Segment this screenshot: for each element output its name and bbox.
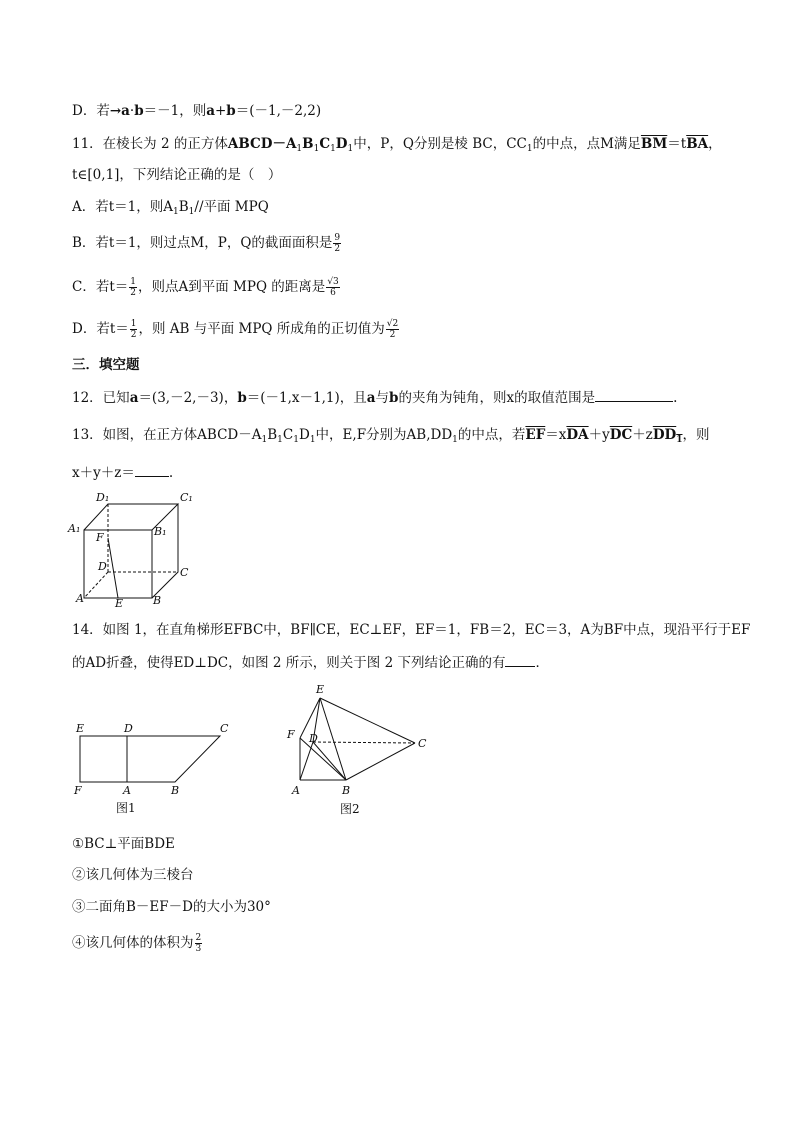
subscript: 1 bbox=[676, 435, 683, 445]
segment-ef bbox=[108, 538, 118, 598]
vector-a: a bbox=[206, 103, 215, 119]
subscript: 1 bbox=[261, 435, 268, 445]
subscript: 1 bbox=[452, 435, 458, 445]
subscript: 1 bbox=[330, 144, 336, 154]
vector-ef: $\overline{EF}$ bbox=[525, 427, 546, 443]
label-c1: C₁ bbox=[180, 491, 193, 504]
q11-option-a bbox=[72, 197, 269, 222]
folded-solid-figure bbox=[280, 680, 440, 820]
option-text: ，则点A到平面 MPQ 的距离是 bbox=[138, 279, 326, 295]
statement-text: ④该几何体的体积为 bbox=[72, 935, 194, 951]
fraction bbox=[326, 277, 339, 298]
numerator: √3 bbox=[327, 277, 339, 287]
vector-b: b bbox=[226, 103, 236, 119]
subscript: 1 bbox=[188, 207, 195, 217]
label-d: D bbox=[98, 560, 107, 573]
q13-text: B bbox=[267, 427, 278, 443]
hidden-edge-dc bbox=[313, 742, 415, 743]
option-text: C．若t＝ bbox=[72, 279, 129, 295]
label-b: B bbox=[171, 784, 180, 797]
figure1-caption: 图1 bbox=[116, 801, 136, 815]
fraction bbox=[130, 319, 138, 340]
answer-blank[interactable] bbox=[135, 464, 169, 477]
label-c: C bbox=[418, 737, 427, 750]
option-text: A．若t＝1，则A bbox=[72, 199, 174, 215]
edge-db bbox=[313, 742, 346, 780]
cube-name: ABCD－A bbox=[227, 136, 297, 152]
equation-text: ＝(－1,－2,2) bbox=[235, 103, 322, 119]
q10-option-d bbox=[72, 101, 321, 121]
answer-blank[interactable] bbox=[505, 654, 535, 667]
q13-text: x＋y＋z＝ bbox=[72, 465, 135, 481]
q14-statement-1: ①BC⊥平面BDE bbox=[72, 836, 175, 852]
fraction bbox=[386, 319, 399, 340]
q13-text: 13．如图，在正方体ABCD－A bbox=[72, 427, 262, 443]
q13-text: 中，E,F分别为AB,DD bbox=[315, 427, 453, 443]
fraction bbox=[129, 277, 137, 298]
q11-text: P，Q分别是棱 BC，CC bbox=[380, 136, 527, 152]
q11-stem-line2: t∈[0,1]，下列结论正确的是（ ） bbox=[72, 167, 282, 183]
q13-text: ＋y bbox=[588, 427, 610, 443]
q13-text: C bbox=[282, 427, 294, 443]
denominator: 6 bbox=[330, 288, 336, 298]
fraction bbox=[195, 933, 203, 954]
q11-text: ＝t bbox=[667, 136, 687, 152]
label-a: A bbox=[123, 784, 131, 797]
cube-name: D bbox=[335, 136, 348, 152]
denominator: 2 bbox=[130, 288, 136, 298]
option-text: B bbox=[178, 199, 189, 215]
subscript: 1 bbox=[296, 144, 303, 154]
q14-statement-2: ②该几何体为三棱台 bbox=[72, 867, 194, 883]
cube-name: C bbox=[319, 136, 331, 152]
cube-figure bbox=[66, 490, 196, 610]
option-text: B．若t＝1，则过点M，P，Q的截面面积是 bbox=[72, 235, 333, 251]
section-heading: 三．填空题 bbox=[72, 357, 140, 373]
q11-text: 11．在棱长为 2 的正方体 bbox=[72, 136, 228, 152]
subscript: 1 bbox=[313, 144, 320, 154]
denominator: 3 bbox=[195, 944, 202, 954]
q12-text: ＝(3,－2,－3)， bbox=[138, 390, 238, 406]
vector-b: b bbox=[237, 390, 247, 406]
vector-b: b bbox=[389, 390, 399, 406]
vector-da: $\overline{DA}$ bbox=[566, 427, 589, 443]
label-d: D bbox=[309, 732, 318, 745]
edge-da bbox=[300, 742, 313, 780]
numerator: √2 bbox=[386, 319, 399, 329]
label-e: E bbox=[115, 597, 124, 610]
option-label: D．若 bbox=[72, 103, 110, 119]
q14-line1: 14．如图 1，在直角梯形EFBC中，BF∥CE，EC⊥EF，EF＝1，FB＝2，EC＝3，A为BF中点，现沿平行于EF bbox=[72, 622, 751, 638]
vector-dd-text: DD bbox=[652, 427, 677, 443]
vector-arrow: → bbox=[109, 103, 122, 119]
cube-hidden-edge-da bbox=[84, 572, 108, 598]
vector-dc: $\overline{DC}$ bbox=[609, 427, 633, 443]
plus-symbol: + bbox=[214, 103, 227, 119]
cube-right-edges bbox=[152, 504, 178, 598]
option-text: ，则 AB 与平面 MPQ 所成角的正切值为 bbox=[138, 321, 385, 337]
fraction bbox=[333, 233, 341, 254]
q14-statement-4 bbox=[72, 933, 203, 954]
label-f: F bbox=[287, 728, 295, 741]
option-text: //平面 MPQ bbox=[194, 199, 269, 215]
q14-statement-3: ③二面角B－EF－D的大小为30° bbox=[72, 899, 271, 915]
label-b: B bbox=[342, 784, 351, 797]
vector-a: a bbox=[366, 390, 376, 406]
q11-option-c bbox=[72, 277, 341, 298]
q14-text: 的AD折叠，使得ED⊥DC，如图 2 所示，则关于图 2 下列结论正确的有 bbox=[72, 655, 506, 671]
q13-text: D bbox=[298, 427, 310, 443]
q14-text: ． bbox=[535, 655, 549, 671]
equation-text: ＝－1，则 bbox=[143, 103, 207, 119]
q12-text: 的夹角为钝角，则x的取值范围是 bbox=[398, 390, 596, 406]
label-f: F bbox=[96, 531, 104, 544]
denominator: 2 bbox=[130, 330, 137, 340]
label-a: A bbox=[76, 592, 84, 605]
label-b: B bbox=[153, 594, 162, 607]
label-a: A bbox=[292, 784, 300, 797]
q11-stem-line1 bbox=[72, 134, 722, 159]
vector-bm: $\overline{BM}$ bbox=[640, 136, 668, 152]
q12-text: ＝(－1,x－1,1)，且 bbox=[246, 390, 367, 406]
vector-b: b bbox=[134, 103, 144, 119]
numerator: 1 bbox=[130, 319, 137, 329]
denominator: 2 bbox=[334, 244, 341, 254]
numerator: 2 bbox=[195, 933, 202, 943]
vector-a: a bbox=[121, 103, 130, 119]
numerator: 1 bbox=[130, 277, 136, 287]
cube-name: B bbox=[302, 136, 314, 152]
subscript: 1 bbox=[293, 435, 299, 445]
q13-line2 bbox=[72, 463, 173, 483]
edge-ec bbox=[320, 698, 415, 743]
vector-dd1 bbox=[653, 427, 683, 443]
label-d: D bbox=[124, 722, 133, 735]
q13-text: . bbox=[168, 465, 174, 481]
label-c: C bbox=[180, 566, 189, 579]
subscript: 1 bbox=[173, 207, 179, 217]
subscript: 1 bbox=[526, 144, 533, 154]
vector-a: a bbox=[129, 390, 139, 406]
q13-text: ，则 bbox=[682, 427, 710, 443]
q12 bbox=[72, 388, 677, 408]
q14-line2 bbox=[72, 653, 549, 673]
q11-option-b bbox=[72, 233, 342, 254]
q12-text: 与 bbox=[375, 390, 390, 406]
q11-text: ， bbox=[708, 136, 722, 152]
cube-front-face bbox=[84, 530, 152, 598]
label-d1: D₁ bbox=[96, 491, 110, 504]
q13-line1 bbox=[72, 425, 710, 450]
label-f: F bbox=[74, 784, 82, 797]
figure2-caption: 图2 bbox=[340, 802, 360, 816]
label-a1: A₁ bbox=[68, 522, 81, 535]
subscript: 1 bbox=[309, 435, 316, 445]
label-e: E bbox=[316, 683, 325, 696]
q13-text: ＋z bbox=[632, 427, 653, 443]
trapezoid-figure bbox=[70, 718, 240, 818]
subscript: 1 bbox=[277, 435, 283, 445]
dot-symbol: · bbox=[129, 103, 135, 119]
trapezoid-outline bbox=[80, 736, 220, 782]
q12-text: 12．已知 bbox=[72, 390, 130, 406]
label-e: E bbox=[76, 722, 85, 735]
numerator: 9 bbox=[334, 233, 341, 243]
vector-ba: $\overline{BA}$ bbox=[686, 136, 709, 152]
q13-text: ＝x bbox=[545, 427, 567, 443]
subscript: 1 bbox=[347, 144, 354, 154]
q12-text: . bbox=[673, 390, 678, 406]
label-b1: B₁ bbox=[154, 525, 167, 538]
option-text: D．若t＝ bbox=[72, 321, 129, 337]
q11-text: 的中点，点M满足 bbox=[532, 136, 641, 152]
answer-blank[interactable] bbox=[595, 389, 673, 402]
q13-text: 的中点，若 bbox=[457, 427, 526, 443]
q11-text: 中， bbox=[353, 136, 381, 152]
denominator: 2 bbox=[389, 330, 396, 340]
label-c: C bbox=[220, 722, 229, 735]
q11-option-d bbox=[72, 319, 400, 340]
edge-bc bbox=[346, 743, 415, 780]
